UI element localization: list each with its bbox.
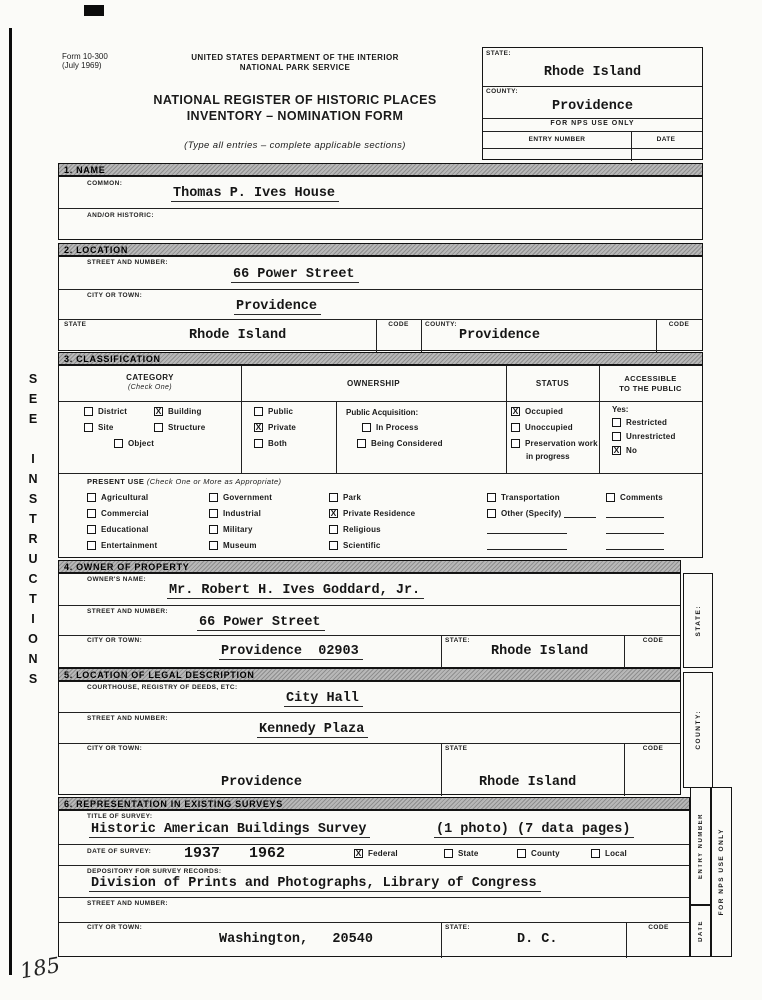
form-number: Form 10-300 (62, 52, 108, 61)
checkbox-icon (87, 509, 96, 518)
both-checkbox (254, 439, 287, 448)
checkbox-label: Public (268, 407, 294, 416)
checkbox-label: Comments (620, 493, 663, 502)
checkbox-label: Entertainment (101, 541, 158, 550)
sidebar-county-label: COUNTY: (694, 710, 702, 750)
checkbox-label: Religious (343, 525, 381, 534)
code-label: CODE (642, 745, 664, 752)
structure-checkbox (154, 423, 205, 432)
checkbox-label: Private Residence (343, 509, 416, 518)
checkbox-icon (154, 423, 163, 432)
accessible-header-line1: ACCESSIBLE (624, 374, 677, 383)
checkbox-label: Scientific (343, 541, 381, 550)
city-value: Providence (221, 775, 303, 790)
site-checkbox (84, 423, 113, 432)
section6-header-bar: 6. REPRESENTATION IN EXISTING SURVEYS (58, 797, 690, 810)
religious-checkbox (329, 525, 381, 534)
present-use-note: (Check One or More as Appropriate) (146, 477, 282, 486)
checkbox-label: Building (168, 407, 202, 416)
checkbox-icon (84, 407, 93, 416)
checkbox-label: Park (343, 493, 362, 502)
courthouse-value: City Hall (284, 691, 363, 707)
checkbox-icon (511, 439, 520, 448)
acquisition-label: Public Acquisition: (346, 408, 419, 417)
divider (59, 743, 680, 744)
survey-date-1: 1937 (184, 845, 221, 862)
scientific-checkbox (329, 541, 381, 550)
status-header: STATUS (535, 379, 570, 388)
checkbox-icon (487, 493, 496, 502)
scan-edge-line (9, 28, 12, 975)
owner-name-value: Mr. Robert H. Ives Goddard, Jr. (167, 583, 424, 599)
blank-fill-line (487, 549, 567, 550)
restricted-checkbox (612, 418, 667, 427)
checkbox-label: Site (98, 423, 114, 432)
survey-title-label: TITLE OF SURVEY: (87, 813, 153, 820)
county-checkbox (517, 849, 560, 858)
divider (59, 865, 689, 866)
nps-use-only-label: FOR NPS USE ONLY (550, 120, 635, 127)
divider (59, 605, 680, 606)
nps-use-box (482, 47, 703, 160)
object-checkbox (114, 439, 154, 448)
unrestricted-checkbox (612, 432, 676, 441)
preservation-label-line2: in progress (526, 452, 570, 461)
park-checkbox (329, 493, 361, 502)
in-process-checkbox (362, 423, 418, 432)
industrial-checkbox (209, 509, 261, 518)
state-label: STATE: (445, 637, 470, 644)
sidebar-nps-use-only-label: FOR NPS USE ONLY (718, 828, 725, 916)
checkbox-icon (84, 423, 93, 432)
checkbox-label: In Process (376, 423, 419, 432)
checkbox-icon (114, 439, 123, 448)
scan-corner-mark (84, 5, 104, 16)
checkbox-label: Agricultural (101, 493, 149, 502)
state-checkbox (444, 849, 479, 858)
divider (421, 319, 422, 352)
divider (59, 473, 702, 474)
nps-state-label: STATE: (486, 50, 511, 57)
divider (483, 118, 702, 119)
checkbox-label: Museum (223, 541, 257, 550)
present-use-title: PRESENT USE (87, 477, 145, 486)
divider (59, 712, 680, 713)
checkbox-icon (612, 418, 621, 427)
category-subheader: (Check One) (127, 384, 173, 391)
section2-box (58, 256, 703, 351)
public-checkbox (254, 407, 293, 416)
section6-box (58, 810, 690, 957)
city-label: CITY OR TOWN: (87, 924, 143, 931)
sidebar-state-box (683, 573, 713, 668)
survey-title-note: (1 photo) (7 data pages) (434, 822, 634, 838)
checkbox-label: Unrestricted (626, 432, 676, 441)
historic-label: AND/OR HISTORIC: (87, 212, 154, 219)
checkbox-label: Structure (168, 423, 206, 432)
divider (441, 922, 442, 958)
divider (483, 86, 702, 87)
sidebar-date-label: DATE (697, 920, 704, 942)
depository-value: Division of Prints and Photographs, Library of Congress (89, 876, 541, 892)
survey-title-value: Historic American Buildings Survey (89, 822, 370, 838)
sidebar-state-label: STATE: (694, 604, 702, 637)
commercial-checkbox (87, 509, 149, 518)
divider (336, 401, 337, 473)
city-label: CITY OR TOWN: (87, 745, 143, 752)
checkbox-label: Federal (368, 849, 398, 858)
checkbox-label: Occupied (525, 407, 564, 416)
checkbox-label: Educational (101, 525, 149, 534)
checkbox-icon (517, 849, 526, 858)
form-title-block (100, 92, 490, 124)
date-of-survey-label: DATE OF SURVEY: (87, 848, 152, 855)
checkbox-icon (209, 509, 218, 518)
checkbox-label: Private (268, 423, 297, 432)
educational-checkbox (87, 525, 149, 534)
private-checkbox (254, 423, 296, 432)
checkbox-label: State (458, 849, 479, 858)
date-label: DATE (656, 136, 676, 143)
checkbox-label: Both (268, 439, 288, 448)
military-checkbox (209, 525, 253, 534)
city-value: Providence (234, 299, 321, 315)
divider (441, 743, 442, 796)
street-label: STREET AND NUMBER: (87, 900, 168, 907)
checkbox-icon (209, 541, 218, 550)
checkbox-icon (209, 493, 218, 502)
checkbox-label: County (531, 849, 560, 858)
blank-fill-line (564, 517, 596, 518)
government-checkbox (209, 493, 272, 502)
private-residence-checkbox (329, 509, 415, 518)
state-label: STATE (445, 745, 468, 752)
section1-box (58, 176, 703, 240)
checkbox-label: District (98, 407, 128, 416)
divider (59, 922, 689, 923)
state-value: Rhode Island (479, 775, 577, 790)
divider (483, 148, 702, 149)
checkbox-icon: X (613, 445, 620, 456)
form-revision: (July 1969) (62, 61, 102, 70)
checkbox-label: Military (223, 525, 253, 534)
courthouse-label: COURTHOUSE, REGISTRY OF DEEDS, ETC: (87, 684, 238, 691)
transportation-checkbox (487, 493, 560, 502)
section5-header-bar: 5. LOCATION OF LEGAL DESCRIPTION (58, 668, 681, 681)
survey-date-2: 1962 (249, 845, 286, 862)
state-value: Rhode Island (491, 644, 589, 659)
divider (59, 208, 702, 209)
checkbox-icon (254, 439, 263, 448)
ownership-header: OWNERSHIP (347, 379, 400, 388)
state-label: STATE: (445, 924, 470, 931)
entertainment-checkbox (87, 541, 157, 550)
no-checkbox (612, 446, 637, 455)
other-checkbox (487, 509, 561, 518)
code-label: CODE (388, 321, 409, 328)
divider (506, 366, 507, 473)
blank-fill-line (606, 517, 664, 518)
divider (441, 635, 442, 669)
nps-county-value: Providence (551, 99, 633, 114)
blank-fill-line (487, 533, 567, 534)
county-label: COUNTY: (425, 321, 457, 328)
occupied-checkbox (511, 407, 563, 416)
accessible-header-line2: TO THE PUBLIC (619, 384, 682, 393)
being-considered-checkbox (357, 439, 443, 448)
checkbox-icon (329, 541, 338, 550)
checkbox-icon (612, 432, 621, 441)
city-value: Providence 02903 (219, 644, 363, 660)
see-instructions-label: SEE INSTRUCTIONS (26, 372, 40, 692)
local-checkbox (591, 849, 627, 858)
category-header: CATEGORY (126, 373, 174, 382)
state-value: Rhode Island (189, 328, 287, 343)
checkbox-icon (329, 525, 338, 534)
entry-number-label: ENTRY NUMBER (528, 136, 586, 143)
checkbox-icon: X (355, 848, 362, 859)
common-label: COMMON: (87, 180, 123, 187)
divider (59, 401, 702, 402)
district-checkbox (84, 407, 127, 416)
checkbox-icon: X (330, 508, 337, 519)
street-value: 66 Power Street (197, 615, 325, 631)
checkbox-icon (209, 525, 218, 534)
nps-county-label: COUNTY: (486, 88, 518, 95)
federal-checkbox (354, 849, 398, 858)
sidebar-entry-number-label: ENTRY NUMBER (697, 812, 704, 879)
checkbox-label: Industrial (223, 509, 262, 518)
form-title-line1: NATIONAL REGISTER OF HISTORIC PLACES (153, 93, 437, 107)
section3-header-bar: 3. CLASSIFICATION (58, 352, 703, 365)
street-value: 66 Power Street (231, 267, 359, 283)
street-label: STREET AND NUMBER: (87, 608, 168, 615)
checkbox-label: Local (605, 849, 627, 858)
checkbox-icon (511, 423, 520, 432)
city-value: Washington, 20540 (219, 932, 373, 947)
agency-line2: NATIONAL PARK SERVICE (239, 63, 351, 72)
street-label: STREET AND NUMBER: (87, 259, 168, 266)
agency-block (150, 53, 440, 73)
divider (241, 366, 242, 473)
comments-checkbox (606, 493, 663, 502)
checkbox-label: No (626, 446, 638, 455)
checkbox-icon: X (255, 422, 262, 433)
sidebar-date-box (690, 905, 711, 957)
checkbox-icon (487, 509, 496, 518)
divider (631, 131, 632, 161)
city-label: CITY OR TOWN: (87, 292, 143, 299)
section4-header-bar: 4. OWNER OF PROPERTY (58, 560, 681, 573)
section5-box (58, 681, 681, 795)
section1-header-bar: 1. NAME (58, 163, 703, 176)
common-name-value: Thomas P. Ives House (171, 186, 339, 202)
checkbox-icon (591, 849, 600, 858)
street-label: STREET AND NUMBER: (87, 715, 168, 722)
checkbox-icon (87, 541, 96, 550)
checkbox-label: Government (223, 493, 273, 502)
checkbox-icon: X (512, 406, 519, 417)
divider (59, 897, 689, 898)
nps-state-value: Rhode Island (543, 65, 642, 80)
checkbox-icon: X (155, 406, 162, 417)
sidebar-county-box (683, 672, 713, 788)
section2-header-bar: 2. LOCATION (58, 243, 703, 256)
type-note: (Type all entries – complete applicable sections) (184, 140, 406, 151)
section3-box (58, 365, 703, 558)
present-use-label (87, 477, 281, 486)
form-number-block (62, 52, 108, 70)
checkbox-icon (87, 493, 96, 502)
code-label: CODE (648, 924, 669, 931)
checkbox-label: Transportation (501, 493, 560, 502)
sidebar-entry-number-box (690, 787, 711, 905)
blank-fill-line (606, 533, 664, 534)
checkbox-icon (329, 493, 338, 502)
divider (483, 131, 702, 132)
county-value: Providence (459, 328, 541, 343)
checkbox-icon (87, 525, 96, 534)
handwritten-page-number: 185 (18, 952, 62, 984)
preservation-checkbox (511, 439, 598, 448)
city-label: CITY OR TOWN: (87, 637, 143, 644)
owner-name-label: OWNER'S NAME: (87, 576, 147, 583)
divider (59, 289, 702, 290)
checkbox-label: Restricted (626, 418, 668, 427)
checkbox-icon (357, 439, 366, 448)
sidebar-nps-use-only-box (711, 787, 732, 957)
street-value: Kennedy Plaza (257, 722, 368, 738)
checkbox-icon (606, 493, 615, 502)
depository-label: DEPOSITORY FOR SURVEY RECORDS: (87, 868, 222, 875)
agricultural-checkbox (87, 493, 148, 502)
code-label: CODE (668, 321, 690, 328)
checkbox-label: Other (Specify) (501, 509, 562, 518)
blank-fill-line (606, 549, 664, 550)
agency-line1: UNITED STATES DEPARTMENT OF THE INTERIOR (191, 53, 399, 62)
checkbox-icon (444, 849, 453, 858)
section4-box (58, 573, 681, 668)
divider (599, 366, 600, 473)
divider (59, 844, 689, 845)
checkbox-label: Commercial (101, 509, 149, 518)
divider (59, 319, 702, 320)
unoccupied-checkbox (511, 423, 573, 432)
checkbox-label: Being Considered (371, 439, 443, 448)
checkbox-icon (362, 423, 371, 432)
checkbox-label: Preservation work (525, 439, 598, 448)
museum-checkbox (209, 541, 257, 550)
building-checkbox (154, 407, 202, 416)
checkbox-label: Unoccupied (525, 423, 573, 432)
checkbox-icon (254, 407, 263, 416)
yes-label: Yes: (612, 405, 629, 414)
form-title-line2: INVENTORY – NOMINATION FORM (186, 109, 404, 123)
divider (59, 635, 680, 636)
state-label: STATE (64, 321, 87, 328)
code-label: CODE (642, 637, 664, 644)
state-value: D. C. (517, 932, 558, 947)
checkbox-label: Object (128, 439, 155, 448)
